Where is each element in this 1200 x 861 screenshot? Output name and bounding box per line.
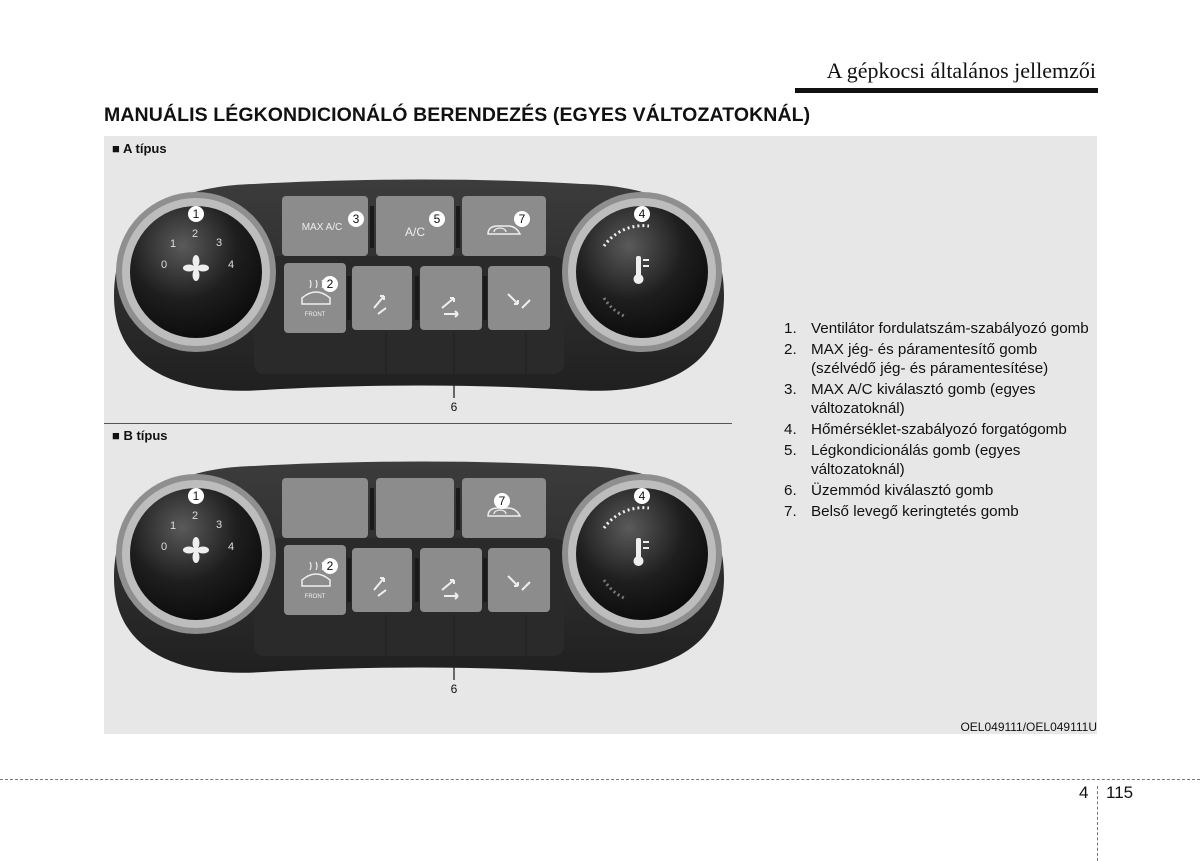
fan-speed-label-2: 2 [192, 510, 199, 522]
button-separator [456, 206, 460, 248]
callout-7: 7 [498, 494, 506, 508]
max-defrost-button[interactable] [284, 263, 346, 333]
legend-number: 3. [784, 381, 797, 398]
type-a-label: ■ A típus [112, 141, 167, 156]
button-separator [370, 206, 374, 248]
legend-number: 5. [784, 442, 797, 459]
fan-speed-label-1: 1 [170, 520, 177, 532]
figure-code: OEL049111/OEL049111U [960, 720, 1097, 734]
callout-7: 7 [518, 212, 526, 226]
legend-item [784, 319, 1094, 338]
legend-text: Légkondicionálás gomb (egyes változatoknál) [811, 442, 1021, 478]
defrost-label: FRONT [304, 312, 326, 318]
legend-item [784, 340, 1094, 378]
legend-item [784, 420, 1094, 439]
control-panel-type-a [104, 176, 732, 426]
temperature-knob[interactable] [576, 488, 708, 620]
fan-speed-label-1: 1 [170, 238, 177, 250]
legend-item [784, 481, 1094, 500]
ac-button-label: A/C [404, 225, 426, 239]
legend-list [784, 319, 1094, 523]
callout-2: 2 [326, 559, 334, 573]
callout-4: 4 [638, 489, 646, 503]
blank-button [282, 478, 368, 538]
legend-text: Belső levegő keringtetés gomb [811, 503, 1019, 520]
legend-number: 1. [784, 320, 797, 337]
callout-3: 3 [352, 212, 360, 226]
control-panel-type-b [104, 458, 732, 708]
temperature-knob[interactable] [576, 206, 708, 338]
legend-item [784, 502, 1094, 521]
blank-button [376, 478, 454, 538]
climate-control-figure [104, 136, 1097, 734]
running-header: A gépkocsi általános jellemzői [826, 58, 1096, 83]
fan-speed-label-0: 0 [161, 259, 168, 271]
section-title: MANUÁLIS LÉGKONDICIONÁLÓ BERENDEZÉS (EGYES VÁLTOZATOKNÁL) [104, 104, 811, 126]
callout-2: 2 [326, 277, 334, 291]
mode-button-feet[interactable] [488, 548, 550, 612]
callout-4: 4 [638, 207, 646, 221]
section-number: 4 [1079, 783, 1089, 802]
callout-6: 6 [450, 400, 458, 414]
legend-number: 6. [784, 482, 797, 499]
max-defrost-button[interactable] [284, 545, 346, 615]
type-b-label: ■ B típus [112, 428, 168, 443]
legend-number: 4. [784, 421, 797, 438]
legend-text: Hőmérséklet-szabályozó forgatógomb [811, 421, 1067, 438]
legend-text: MAX jég- és páramentesítő gomb (szélvédő jég- és páramentesítése) [811, 341, 1049, 377]
legend-number: 2. [784, 341, 797, 358]
legend-item [784, 380, 1094, 418]
fan-speed-label-0: 0 [161, 541, 168, 553]
legend-text: Ventilátor fordulatszám-szabályozó gomb [811, 320, 1089, 337]
max-ac-button-label: MAX A/C [301, 222, 343, 233]
legend-text: Üzemmód kiválasztó gomb [811, 482, 994, 499]
fan-speed-label-4: 4 [228, 259, 235, 271]
header-rule [795, 88, 1098, 93]
fan-speed-label-3: 3 [216, 519, 223, 531]
fan-speed-label-2: 2 [192, 228, 199, 240]
page-number: 115 [1106, 783, 1134, 802]
legend-text: MAX A/C kiválasztó gomb (egyes változatoknál) [811, 381, 1036, 417]
callout-1: 1 [192, 207, 200, 221]
footer-dashed-divider [1097, 786, 1098, 861]
callout-5: 5 [433, 212, 441, 226]
callout-6: 6 [450, 682, 458, 696]
legend-item [784, 441, 1094, 479]
fan-speed-label-4: 4 [228, 541, 235, 553]
footer-dashed-rule [0, 779, 1200, 780]
mode-button-feet[interactable] [488, 266, 550, 330]
defrost-label: FRONT [304, 594, 326, 600]
callout-1: 1 [192, 489, 200, 503]
fan-speed-label-3: 3 [216, 237, 223, 249]
legend-number: 7. [784, 503, 797, 520]
